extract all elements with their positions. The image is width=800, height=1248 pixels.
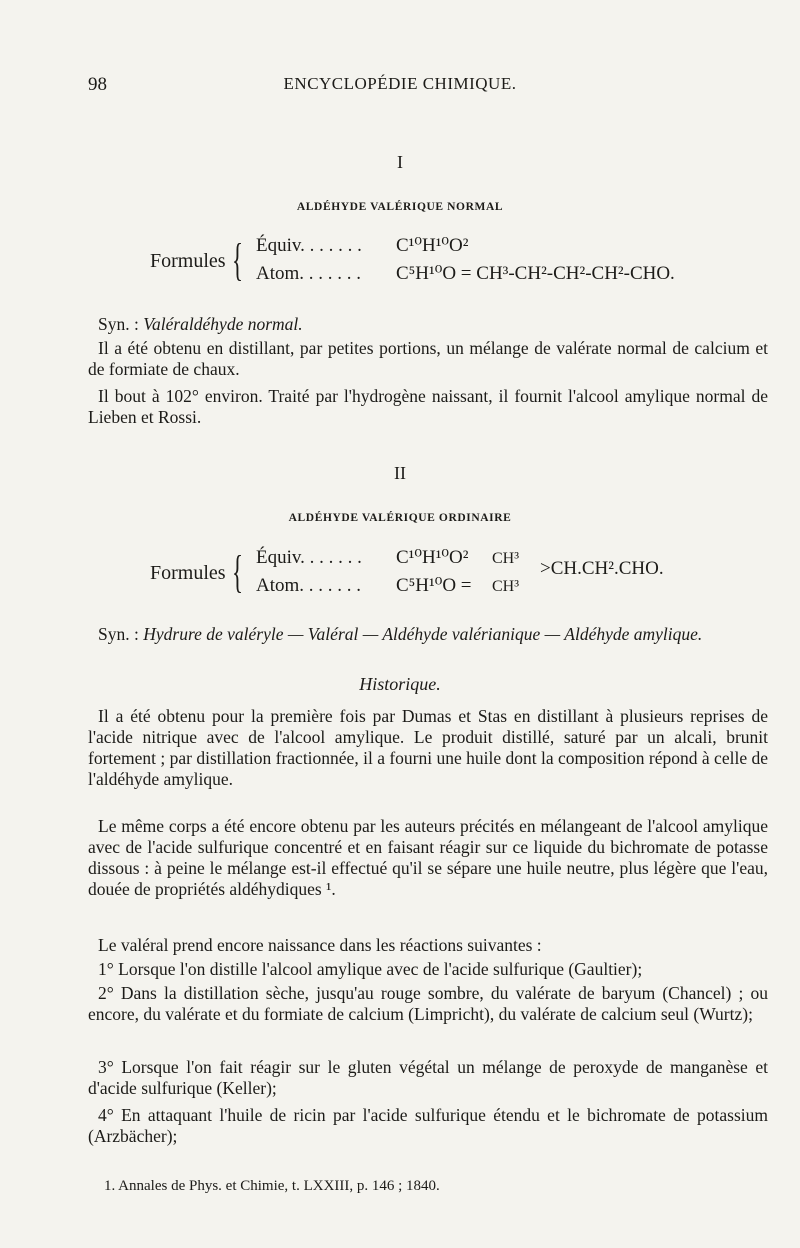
brace-icon: { xyxy=(232,234,244,285)
list-item-1: 1° Lorsque l'on distille l'alcool amylique avec de l'acide sulfurique (Gaultier); xyxy=(98,959,643,979)
branch-tail: >CH.CH².CHO. xyxy=(540,558,664,579)
atom-key: Atom. . . . . . . xyxy=(256,575,362,596)
section-2-formulas xyxy=(150,546,710,602)
section-2-paragraph-1: Il a été obtenu pour la première fois par Dumas et Stas en distillant à plusieurs reprises de l'acide nitrique avec de l'alcool amylique. Le produit distillé, saturé par un alcali, brunit fortement ; par distillation fractionnée, il a fourni une huile dont la composition répond à celle de l'aldéhyde amylique. xyxy=(88,706,768,789)
section-2-numeral: II xyxy=(394,463,406,483)
equiv-value: C¹⁰H¹⁰O² xyxy=(396,235,469,256)
running-title: ENCYCLOPÉDIE CHIMIQUE. xyxy=(283,74,517,93)
atom-formula-row xyxy=(256,574,519,597)
atom-value: C⁵H¹⁰O = xyxy=(396,575,472,596)
section-2-paragraph-2: Le même corps a été encore obtenu par les auteurs précités en mélangeant de l'alcool amylique avec de l'acide sulfurique concentré et en faisant réagir sur ce liquide du bichromate de potasse dissous : à peine le mélange est-il effectué qu'il se sépare une huile neutre, plus légère que l'eau, douée de propriétés aldéhydiques ¹. xyxy=(88,816,768,899)
syn-name: Valéraldéhyde normal. xyxy=(143,314,303,334)
formulas-label: Formules xyxy=(150,250,226,272)
section-1-paragraph-2: Il bout à 102° environ. Traité par l'hydrogène naissant, il fournit l'alcool amylique normal de Lieben et Rossi. xyxy=(88,386,768,427)
footnote: 1. Annales de Phys. et Chimie, t. LXXIII, p. 146 ; 1840. xyxy=(104,1178,440,1194)
atom-formula-row xyxy=(256,262,675,285)
section-2-synonyms xyxy=(88,624,768,645)
section-2-title: ALDÉHYDE VALÉRIQUE ORDINAIRE xyxy=(288,512,512,524)
list-item-4: 4° En attaquant l'huile de ricin par l'acide sulfurique étendu et le bichromate de potassium (Arzbächer); xyxy=(88,1105,768,1146)
page-number: 98 xyxy=(88,74,107,95)
section-1-formulas xyxy=(150,234,710,290)
section-1-synonym xyxy=(88,314,768,335)
syn-names: Hydrure de valéryle — Valéral — Aldéhyde valérianique — Aldéhyde amylique. xyxy=(143,624,703,644)
historique-heading: Historique. xyxy=(359,674,441,694)
equiv-value: C¹⁰H¹⁰O² xyxy=(396,547,469,568)
list-item-3: 3° Lorsque l'on fait réagir sur le gluten végétal un mélange de peroxyde de manganèse et d'acide sulfurique (Keller); xyxy=(88,1057,768,1098)
equiv-key: Équiv. . . . . . . xyxy=(256,547,362,568)
section-1-title: ALDÉHYDE VALÉRIQUE NORMAL xyxy=(296,201,504,213)
atom-value: C⁵H¹⁰O = CH³-CH²-CH²-CH²-CHO. xyxy=(396,263,675,284)
list-item-2: 2° Dans la distillation sèche, jusqu'au rouge sombre, du valérate de baryum (Chancel) ; ou encore, du valérate et du formiate de calcium (Limpricht), du valérate de calcium seul (Wurtz); xyxy=(88,983,768,1024)
atom-key: Atom. . . . . . . xyxy=(256,263,362,284)
section-2-paragraph-3: Le valéral prend encore naissance dans les réactions suivantes : xyxy=(98,935,542,955)
equiv-formula-row xyxy=(256,234,468,257)
branch-top: CH³ xyxy=(492,550,520,567)
syn-prefix: Syn. : xyxy=(98,314,144,334)
section-1-numeral: I xyxy=(397,152,403,172)
formulas-label: Formules xyxy=(150,562,226,584)
section-1-paragraph-1: Il a été obtenu en distillant, par petites portions, un mélange de valérate normal de calcium et de formiate de chaux. xyxy=(88,338,768,379)
branch-bottom: CH³ xyxy=(492,578,520,595)
running-header xyxy=(0,74,800,98)
brace-icon: { xyxy=(232,546,244,597)
equiv-formula-row xyxy=(256,546,519,569)
syn-prefix: Syn. : xyxy=(98,624,144,644)
equiv-key: Équiv. . . . . . . xyxy=(256,235,362,256)
